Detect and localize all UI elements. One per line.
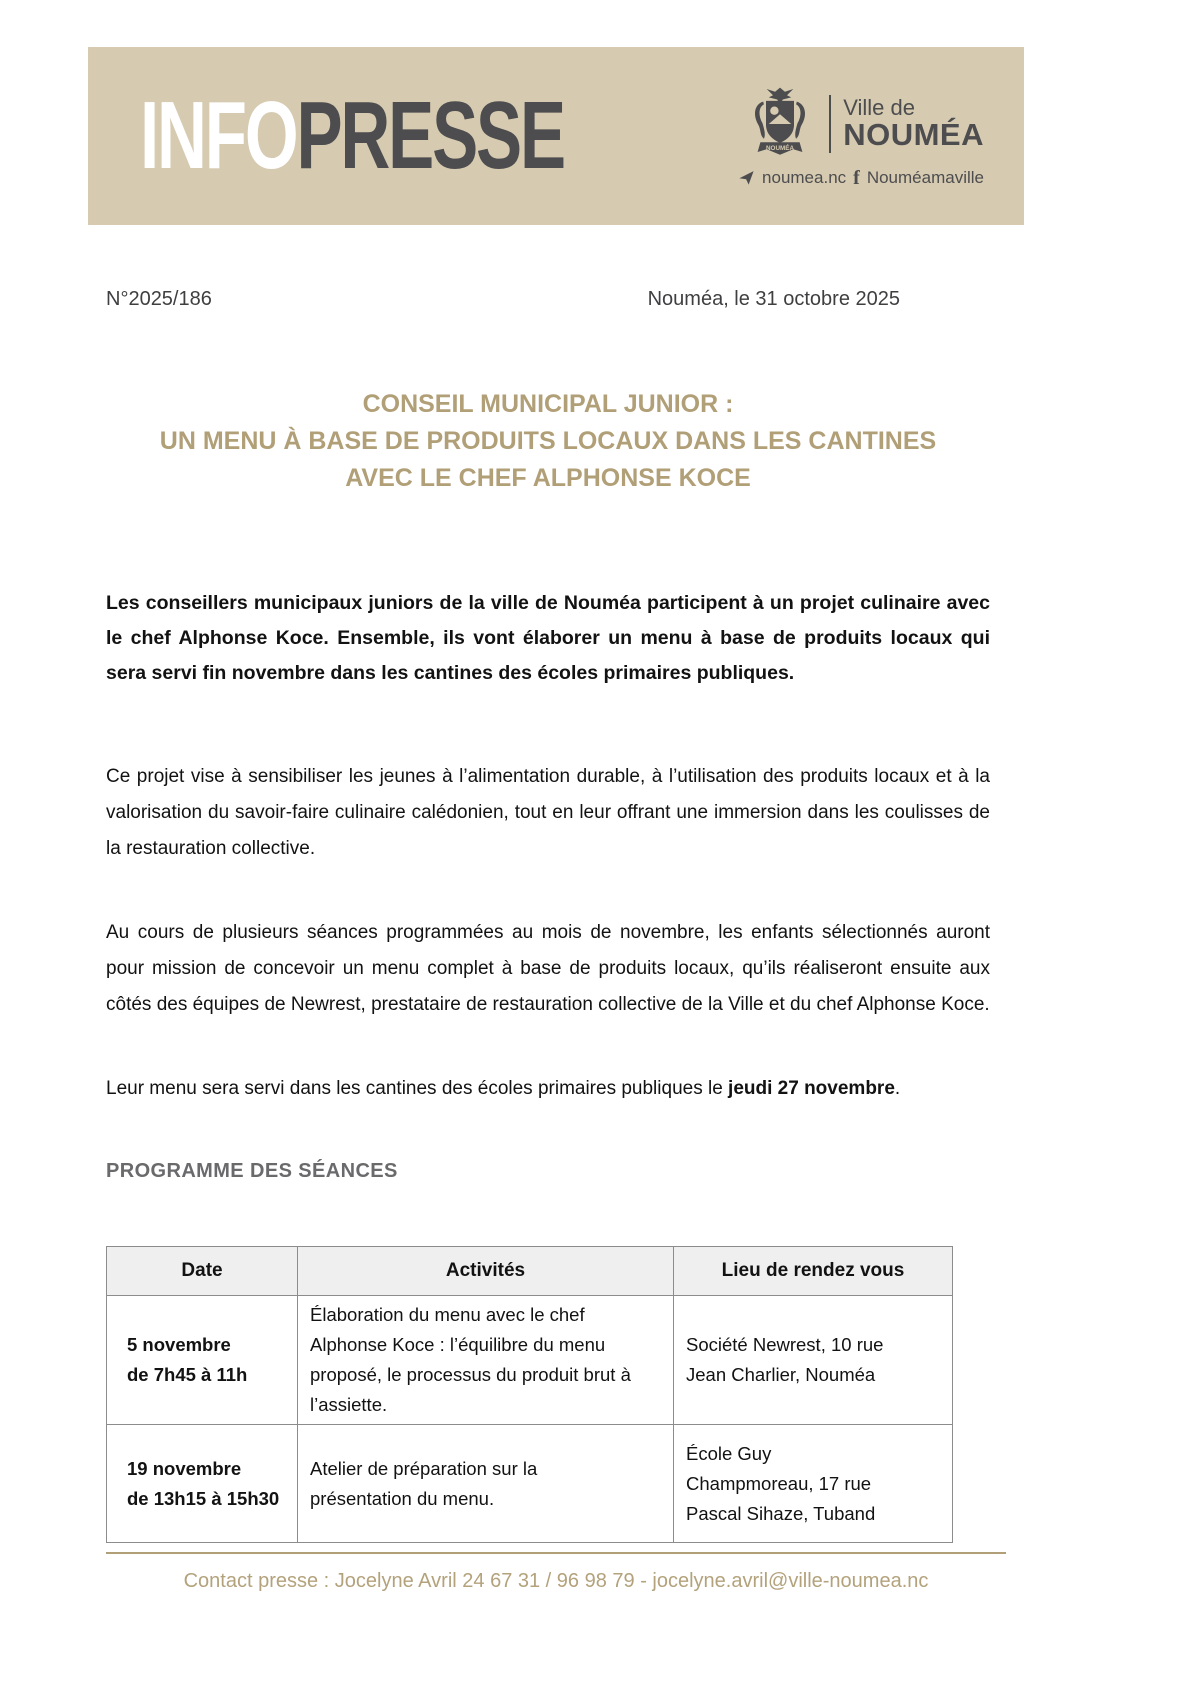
city-brand-block bbox=[738, 85, 984, 188]
social-links-row bbox=[738, 168, 984, 188]
infopresse-logotype bbox=[140, 82, 564, 189]
table-row bbox=[107, 1296, 953, 1425]
session-time: de 7h45 à 11h bbox=[127, 1364, 248, 1385]
dateline: Nouméa, le 31 octobre 2025 bbox=[647, 288, 900, 310]
title-line-2: UN MENU À BASE DE PRODUITS LOCAUX DANS LES CANTINES bbox=[159, 427, 937, 455]
crest-banner-text: NOUMÉA bbox=[766, 144, 795, 152]
city-logo-row bbox=[745, 85, 984, 163]
info-wordmark: INFO bbox=[140, 82, 297, 189]
city-name bbox=[843, 96, 984, 152]
cell-location: Société Newrest, 10 rue Jean Charlier, Nouméa bbox=[674, 1296, 953, 1425]
noumea-crest-icon bbox=[745, 85, 815, 163]
meta-row bbox=[106, 288, 900, 311]
cell-activity: Atelier de préparation sur la présentation du menu. bbox=[298, 1425, 674, 1543]
brand-divider bbox=[829, 95, 831, 153]
column-header-activities: Activités bbox=[298, 1247, 674, 1296]
table-row bbox=[107, 1425, 953, 1543]
footer-divider bbox=[106, 1552, 1006, 1554]
cell-date bbox=[107, 1425, 298, 1543]
city-name-line1: Ville de bbox=[843, 94, 915, 120]
body-paragraph-2: Au cours de plusieurs séances programmées au mois de novembre, les enfants sélectionnés auront pour mission de concevoir un menu complet à base de produits locaux, qu’ils réaliseront ensuite aux côtés des équipes de Newrest, prestataire de restauration collective de la Ville et du chef Alphonse Koce. bbox=[106, 922, 990, 1015]
session-date: 5 novembre bbox=[127, 1334, 231, 1355]
page-title bbox=[106, 386, 990, 497]
paragraph-3-highlight-date: jeudi 27 novembre bbox=[728, 1078, 895, 1099]
reference-number: N°2025/186 bbox=[106, 288, 212, 310]
presse-wordmark: PRESSE bbox=[296, 82, 564, 189]
programme-heading: PROGRAMME DES SÉANCES bbox=[106, 1160, 398, 1182]
facebook-icon: f bbox=[853, 166, 860, 189]
paragraph-3-text: Leur menu sera servi dans les cantines des écoles primaires publiques le bbox=[106, 1078, 729, 1099]
table-header-row bbox=[107, 1247, 953, 1296]
city-name-line2: NOUMÉA bbox=[843, 116, 984, 152]
cell-date bbox=[107, 1296, 298, 1425]
body-paragraph-1: Ce projet vise à sensibiliser les jeunes à l’alimentation durable, à l’utilisation des produits locaux et à la valorisation du savoir-faire culinaire calédonien, tout en leur offrant une immersion dans les coulisses de la restauration collective. bbox=[106, 766, 990, 859]
programme-table bbox=[106, 1246, 953, 1543]
session-date: 19 novembre bbox=[127, 1457, 242, 1479]
cursor-arrow-icon bbox=[738, 169, 755, 186]
column-header-date: Date bbox=[107, 1247, 298, 1296]
cell-location: École Guy Champmoreau, 17 rue Pascal Sihaze, Tuband bbox=[674, 1425, 953, 1543]
column-header-location: Lieu de rendez vous bbox=[674, 1247, 953, 1296]
title-line-1: CONSEIL MUNICIPAL JUNIOR : bbox=[362, 390, 734, 418]
title-line-3: AVEC LE CHEF ALPHONSE KOCE bbox=[345, 464, 751, 492]
press-contact: Contact presse : Jocelyne Avril 24 67 31 / 96 98 79 - jocelyne.avril@ville-noumea.nc bbox=[183, 1570, 929, 1592]
website-label: noumea.nc bbox=[762, 167, 847, 187]
intro-paragraph: Les conseillers municipaux juniors de la ville de Nouméa participent à un projet culinaire avec le chef Alphonse Koce. Ensemble, ils vont élaborer un menu à base de produits locaux qui sera servi fin novembre dans les cantines des écoles primaires publiques. bbox=[106, 591, 990, 684]
body-paragraph-3 bbox=[106, 1071, 990, 1107]
paragraph-3-period: . bbox=[894, 1078, 901, 1099]
cell-activity: Élaboration du menu avec le chef Alphonse Koce : l’équilibre du menu proposé, le processus du produit brut à l’assiette. bbox=[298, 1296, 674, 1425]
session-time: de 13h15 à 15h30 bbox=[127, 1487, 280, 1509]
header-band bbox=[88, 47, 1024, 225]
facebook-label: Nouméamaville bbox=[866, 167, 984, 187]
